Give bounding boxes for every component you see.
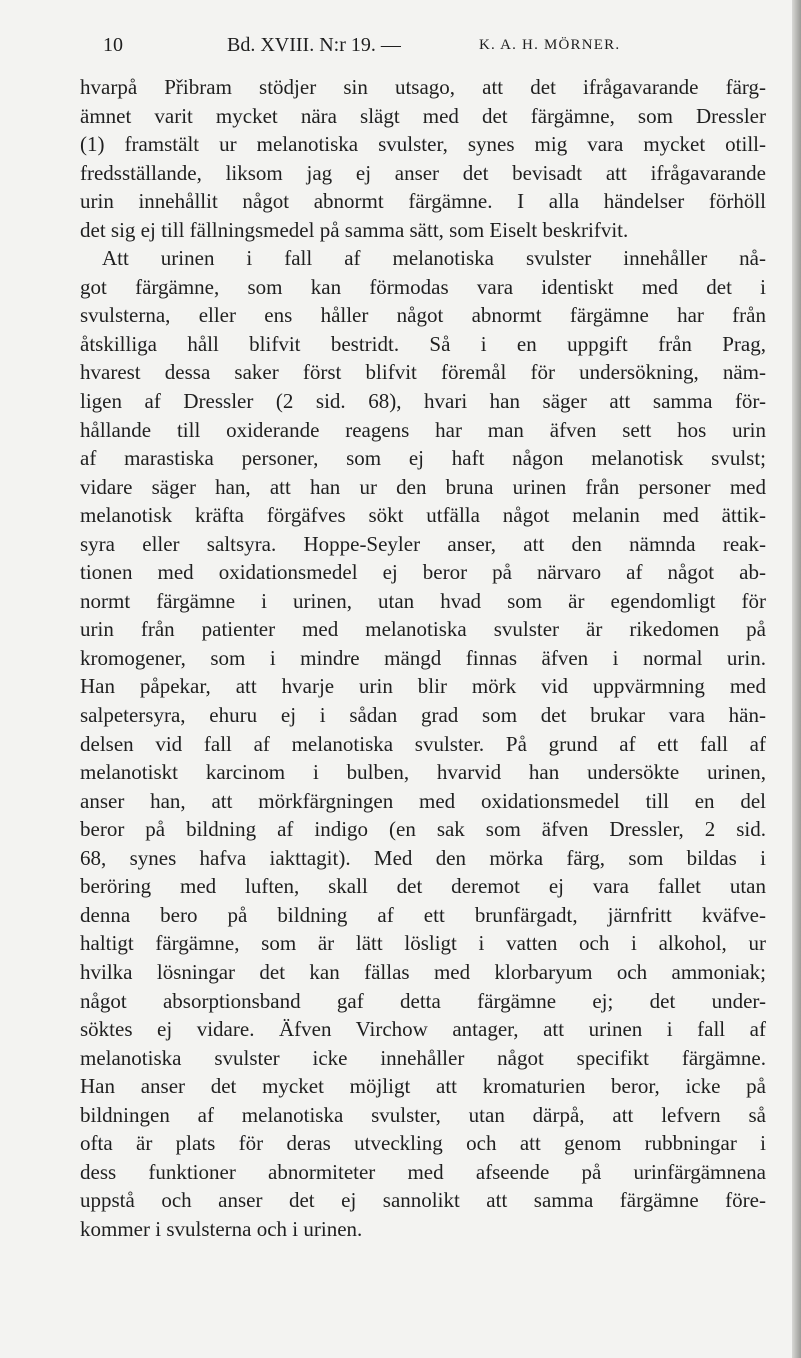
text-line: haltigt färgämne, som är lätt lösligt i vatten och i alkohol, ur bbox=[80, 931, 766, 956]
text-line: delsen vid fall af melanotiska svulster. På grund af ett fall af bbox=[80, 731, 766, 756]
text-line: det sig ej till fällningsmedel på samma sätt, som Eiselt beskrifvit. bbox=[80, 217, 629, 242]
page-edge bbox=[792, 0, 801, 1358]
text-line: uppstå och anser det ej sannolikt att samma färgämne före- bbox=[80, 1188, 766, 1213]
text-line: beror på bildning af indigo (en sak som äfven Dressler, 2 sid. bbox=[80, 817, 766, 842]
text-line: hållande till oxiderande reagens har man äfven sett hos urin bbox=[80, 417, 766, 442]
text-line: af marastiska personer, som ej haft någon melanotisk svulst; bbox=[80, 446, 766, 471]
text-line: anser han, att mörkfärgningen med oxidationsmedel till en del bbox=[80, 788, 766, 813]
text-line: dess funktioner abnormiteter med afseende på urinfärgämnena bbox=[80, 1159, 766, 1184]
text-line: tionen med oxidationsmedel ej beror på närvaro af något ab- bbox=[80, 560, 766, 585]
text-line: Han påpekar, att hvarje urin blir mörk vid uppvärmning med bbox=[80, 674, 766, 699]
text-line: åtskilliga håll blifvit bestridt. Så i en uppgift från Prag, bbox=[80, 331, 766, 356]
text-line: kromogener, som i mindre mängd finnas äfven i normal urin. bbox=[80, 645, 766, 670]
text-line: ämnet varit mycket nära slägt med det färgämne, som Dressler bbox=[80, 103, 766, 128]
text-line: (1) framstält ur melanotiska svulster, synes mig vara mycket otill- bbox=[80, 132, 766, 157]
text-line: kommer i svulsterna och i urinen. bbox=[80, 1216, 363, 1241]
text-line: melanotisk kräfta förgäfves sökt utfälla något melanin med ättik- bbox=[80, 503, 766, 528]
text-line: hvilka lösningar det kan fällas med klorbaryum och ammoniak; bbox=[80, 959, 766, 984]
text-line: Han anser det mycket möjligt att kromaturien beror, icke på bbox=[80, 1074, 766, 1099]
text-line: ofta är plats för deras utveckling och att genom rubbningar i bbox=[80, 1131, 766, 1156]
author-name: K. A. H. MÖRNER. bbox=[479, 37, 621, 53]
text-line: svulsterna, eller ens håller något abnormt färgämne har från bbox=[80, 303, 766, 328]
text-line: Att urinen i fall af melanotiska svulster innehåller nå- bbox=[102, 246, 766, 271]
text-line: 68, synes hafva iakttagit). Med den mörka färg, som bildas i bbox=[80, 845, 766, 870]
text-line: urin innehållit något abnormt färgämne. I alla händelser förhöll bbox=[80, 189, 766, 214]
text-line: bildningen af melanotiska svulster, utan därpå, att lefvern så bbox=[80, 1102, 766, 1127]
text-line: hvarest dessa saker först blifvit föremål för undersökning, näm- bbox=[80, 360, 766, 385]
text-line: urin från patienter med melanotiska svulster är rikedomen på bbox=[80, 617, 766, 642]
text-line: fredsställande, liksom jag ej anser det bevisadt att ifrågavarande bbox=[80, 160, 766, 185]
text-line: normt färgämne i urinen, utan hvad som är egendomligt för bbox=[80, 588, 766, 613]
body-text bbox=[80, 73, 766, 1243]
text-line: salpetersyra, ehuru ej i sådan grad som det brukar vara hän- bbox=[80, 703, 766, 728]
text-line: hvarpå Přibram stödjer sin utsago, att det ifrågavarande färg- bbox=[80, 75, 766, 99]
text-line: söktes ej vidare. Äfven Virchow antager, att urinen i fall af bbox=[80, 1017, 766, 1042]
page-number: 10 bbox=[103, 34, 123, 56]
text-line: denna bero på bildning af ett brunfärgadt, järnfritt kväfve- bbox=[80, 902, 766, 927]
text-line: got färgämne, som kan förmodas vara identiskt med det i bbox=[80, 274, 766, 299]
text-line: något absorptionsband gaf detta färgämne ej; det under- bbox=[80, 988, 766, 1013]
text-line: ligen af Dressler (2 sid. 68), hvari han säger att samma för- bbox=[80, 389, 766, 414]
text-line: vidare säger han, att han ur den bruna urinen från personer med bbox=[80, 474, 766, 499]
text-line: beröring med luften, skall det deremot ej vara fallet utan bbox=[80, 874, 766, 899]
text-line: melanotiska svulster icke innehåller något specifikt färgämne. bbox=[80, 1045, 766, 1070]
text-line: syra eller saltsyra. Hoppe-Seyler anser, att den nämnda reak- bbox=[80, 531, 766, 556]
text-line: melanotiskt karcinom i bulben, hvarvid han undersökte urinen, bbox=[80, 760, 766, 785]
volume-info: Bd. XVIII. N:r 19. — bbox=[227, 34, 401, 56]
